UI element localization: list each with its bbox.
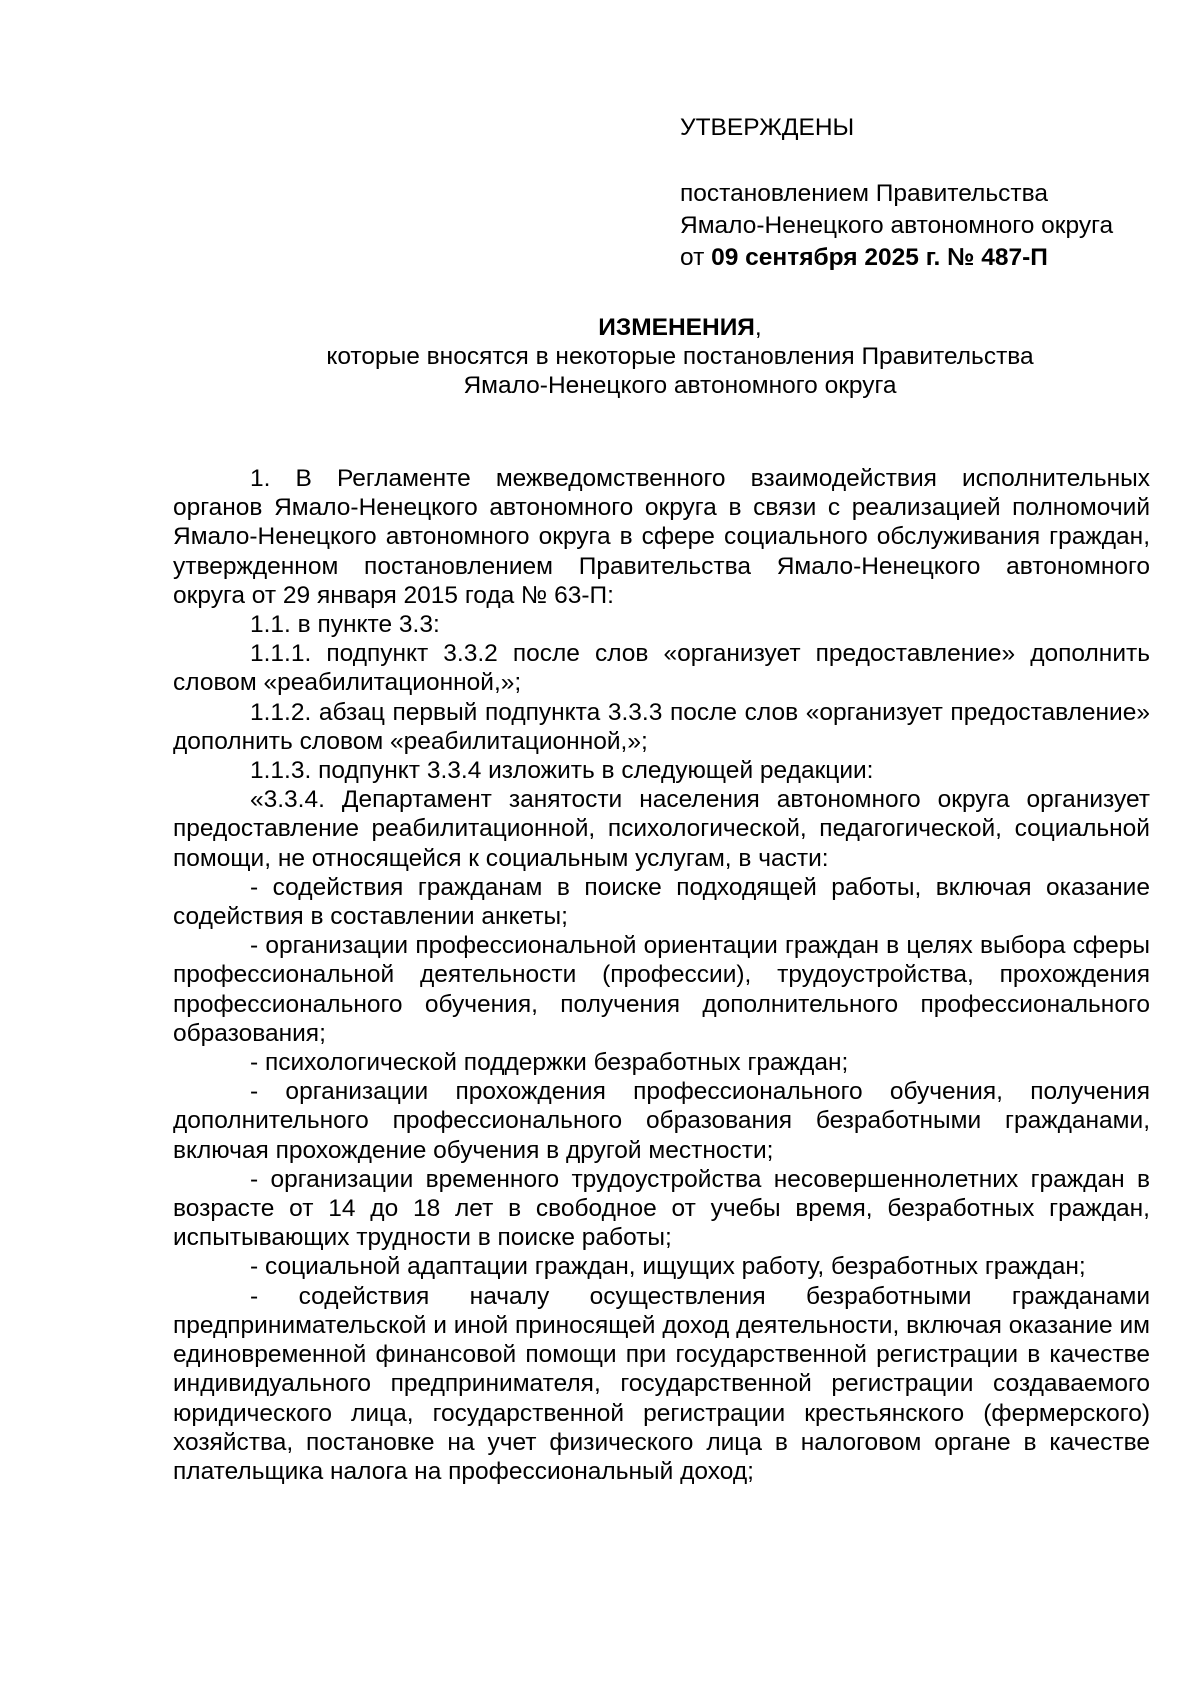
document-subtitle-line-1: которые вносятся в некоторые постановления Правительства xyxy=(326,343,1034,370)
document-title-comma: , xyxy=(754,314,762,341)
paragraph: 1.1.2. абзац первый подпункта 3.3.3 после слов «организует предоставление» дополнить словом «реабилитационной,»; xyxy=(173,698,1150,755)
list-item: - социальной адаптации граждан, ищущих работу, безработных граждан; xyxy=(250,1253,1086,1281)
list-item: - психологической поддержки безработных граждан; xyxy=(250,1049,849,1077)
paragraph: 1. В Регламенте межведомственного взаимодействия исполнительных органов Ямало-Ненецкого автономного округа в связи с реализацией полномочий Ямало-Ненецкого автономного округа в сфере социального обслуживания граждан, утвержденном постановлением Правительства Ямало-Ненецкого автономного округа от 29 января 2015 года № 63-П: xyxy=(173,465,1150,609)
approval-date-prefix: от xyxy=(680,244,705,271)
paragraph: 1.1.1. подпункт 3.3.2 после слов «организует предоставление» дополнить словом «реабилитационной,»; xyxy=(173,640,1150,697)
list-item: - организации профессиональной ориентации граждан в целях выбора сферы профессиональной деятельности (профессии), трудоустройства, прохождения профессионального обучения, получения дополнительного профессионального образования; xyxy=(173,932,1150,1047)
approval-line-1: постановлением Правительства xyxy=(680,180,1048,207)
document-subtitle-line-2: Ямало-Ненецкого автономного округа xyxy=(463,372,897,399)
approval-heading: УТВЕРЖДЕНЫ xyxy=(680,114,855,141)
list-item: - организации прохождения профессионального обучения, получения дополнительного профессионального образования безработными гражданами, включая прохождение обучения в другой местности; xyxy=(173,1078,1150,1164)
document-title xyxy=(180,313,1180,342)
list-item: - организации временного трудоустройства несовершеннолетних граждан в возрасте от 14 до 18 лет в свободное от учебы время, безработных граждан, испытывающих трудности в поиске работы; xyxy=(173,1165,1150,1252)
list-item: - содействия началу осуществления безработными гражданами предпринимательской и иной приносящей доход деятельности, включая оказание им единовременной финансовой помощи при государственной регистрации в качестве индивидуального предпринимателя, государственной регистрации создаваемого юридического лица, государственной регистрации крестьянского (фермерского) хозяйства, постановке на учет физического лица в налоговом органе в качестве плательщика налога на профессиональный доход; xyxy=(173,1282,1150,1485)
list-item: - содействия гражданам в поиске подходящей работы, включая оказание содействия в составлении анкеты; xyxy=(173,873,1150,931)
approval-date-line xyxy=(680,242,1160,274)
document-title-block xyxy=(180,313,1180,400)
approval-date-number: 09 сентября 2025 г. № 487-П xyxy=(711,244,1048,271)
document-title-main: ИЗМЕНЕНИЯ xyxy=(598,314,755,341)
paragraph: 1.1. в пункте 3.3: xyxy=(250,611,440,639)
paragraph: 1.1.3. подпункт 3.3.4 изложить в следующей редакции: xyxy=(250,757,874,785)
approval-stamp xyxy=(680,112,1160,274)
approval-line-2: Ямало-Ненецкого автономного округа xyxy=(680,212,1114,239)
paragraph: «3.3.4. Департамент занятости населения автономного округа организует предоставление реабилитационной, психологической, педагогической, социальной помощи, не относящейся к социальным услугам, в части: xyxy=(173,786,1150,872)
document-body xyxy=(173,464,1150,1486)
